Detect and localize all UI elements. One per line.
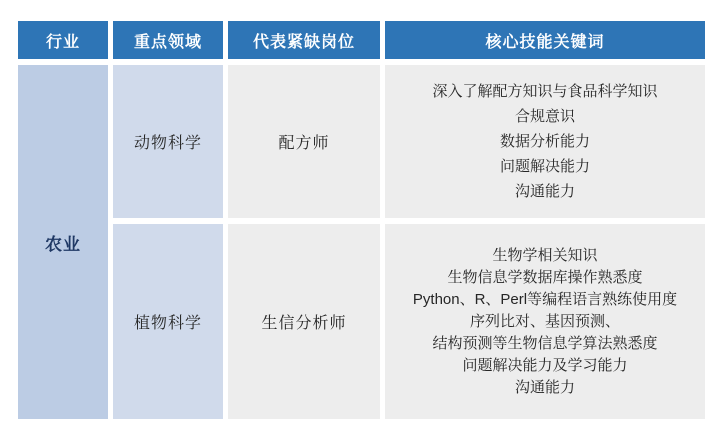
skill-line: 数据分析能力 — [499, 133, 590, 150]
field-cell-plant-science: 植物科学 — [113, 224, 223, 419]
header-cell-key-field: 重点领域 — [113, 21, 223, 59]
header-cell-skills: 核心技能关键词 — [385, 21, 705, 59]
skill-line: 生物学相关知识 — [492, 246, 598, 264]
header-cell-industry: 行业 — [18, 21, 108, 59]
skills-cell-animal-science — [385, 65, 705, 218]
skill-line: 合规意识 — [514, 108, 575, 125]
skill-line: 沟通能力 — [514, 378, 575, 396]
industry-cell-agriculture: 农业 — [18, 65, 108, 419]
position-cell-formulator: 配方师 — [228, 65, 380, 218]
skill-line: 问题解决能力 — [499, 158, 590, 175]
field-cell-animal-science: 动物科学 — [113, 65, 223, 218]
skill-line: 深入了解配方知识与食品科学知识 — [432, 83, 658, 100]
talent-shortage-table — [18, 21, 705, 419]
skill-line: 序列比对、基因预测、 — [469, 312, 620, 330]
header-cell-position: 代表紧缺岗位 — [228, 21, 380, 59]
skill-line: 问题解决能力及学习能力 — [462, 356, 628, 374]
skills-cell-plant-science — [385, 224, 705, 419]
skill-line: 生物信息学数据库操作熟悉度 — [447, 268, 643, 286]
skill-line: Python、R、Perl等编程语言熟练使用度 — [412, 290, 678, 308]
skill-line: 结构预测等生物信息学算法熟悉度 — [432, 334, 658, 352]
position-cell-bioinformatics-analyst: 生信分析师 — [228, 224, 380, 419]
skill-line: 沟通能力 — [514, 183, 575, 200]
